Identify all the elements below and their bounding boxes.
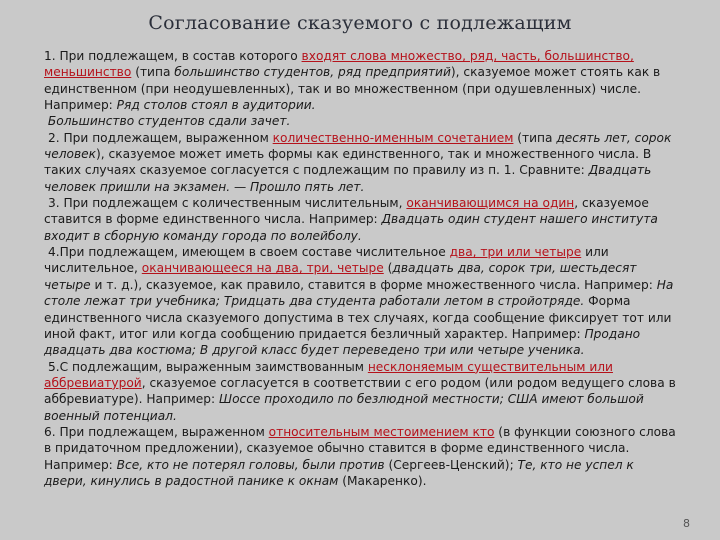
p4-example-1: На столе лежат три учебника; Тридцать два студента работали летом в стройотряде. [44, 277, 674, 309]
p6-text: 6. При подлежащем, выраженном [44, 424, 269, 439]
paragraph-3 [44, 195, 680, 244]
p3-example: Двадцать один студент нашего института входит в сборную команду города по волейболу. [44, 212, 658, 243]
p2-text-2: (типа [513, 130, 557, 145]
p5-text: 5.С подлежащим, выраженным заимствованным [48, 359, 368, 374]
p2-example: Двадцать человек пришли на экзамен. — Прошло пять лет. [44, 163, 652, 194]
p6-highlight: относительным местоимением кто [268, 424, 495, 439]
page-number: 8 [683, 517, 690, 530]
p2-highlight: количественно-именным сочетанием [272, 130, 514, 145]
p1-example-2: Большинство студентов сдали зачет. [47, 114, 291, 129]
p1-example-1: Ряд столов стоял в аудитории. [116, 98, 316, 113]
paragraph-1 [44, 48, 680, 130]
p5-example: Шоссе проходило по безлюдной местности; США имеют большой военный потенциал. [44, 392, 644, 423]
p2-text-3: ), сказуемое может иметь формы как единственного, так и множественного числа. В таких случаях сказуемое согласуется с подлежащим по правилу из п. 1. Сравните: [44, 147, 652, 178]
p4-text-4: и т. д.), сказуемое, как правило, ставится в форме множественного числа. Например: [90, 277, 657, 292]
p4-text: 4.При подлежащем, имеющем в своем составе числительное [48, 245, 450, 260]
p4-example-inline: двадцать два, сорок три, шестьдесят четыре [44, 261, 637, 292]
p5-text-2: , сказуемое согласуется в соответствии с его родом (или родом ведущего слова в аббревиатуре). Например: [44, 375, 676, 407]
p4-text-3: ( [383, 261, 393, 276]
p3-text-2: , сказуемое ставится в форме единственного числа. Например: [44, 196, 649, 227]
p4-example-2: Продано двадцать два костюма; В другой класс будет переведено три или четыре ученика. [44, 326, 641, 358]
p4-text-2: или числительное, [44, 245, 609, 276]
p6-text-2: (в функции союзного слова в придаточном предложении), сказуемое обычно ставится в форме единственного числа. Например: [44, 424, 676, 472]
p4-highlight: два, три или четыре [449, 245, 582, 260]
p2-example-inline: десять лет, сорок человек [44, 130, 672, 162]
paragraph-6 [44, 424, 680, 489]
p1-highlight: входят слова множество, ряд, часть, большинство, меньшинство [44, 49, 634, 80]
slide-body [44, 48, 680, 489]
p3-highlight: оканчивающимся на один [406, 196, 575, 211]
p3-text: 3. При подлежащем с количественным числительным, [48, 196, 407, 211]
paragraph-2 [44, 130, 680, 195]
p6-example-1: Все, кто не потерял головы, были против [116, 457, 385, 472]
p1-text: 1. При подлежащем, в состав которого [44, 49, 302, 63]
p4-highlight-2: оканчивающееся на два, три, четыре [141, 261, 384, 276]
p5-highlight: несклоняемым существительным или аббревиатурой [44, 359, 613, 390]
slide-title: Согласование сказуемого с подлежащим [148, 12, 572, 34]
p2-text: 2. При подлежащем, выраженном [48, 130, 273, 145]
p1-text-2: (типа [131, 65, 175, 80]
p6-text-4: (Макаренко). [338, 473, 427, 488]
p1-text-3: ), сказуемое может стоять как в единственном (при неодушевленных), так и во множественном (при одушевленных) числе. Например: [44, 65, 661, 113]
p6-example-2: Те, кто не успел к двери, кинулись в радостной панике к окнам [44, 457, 634, 488]
p1-example-inline: большинство студентов, ряд предприятий [174, 65, 451, 80]
p4-text-5: Форма единственного числа сказуемого допустима в тех случаях, когда сообщение фиксирует тот или иной факт, итог или когда сообщению придается безличный характер. Например: [44, 294, 672, 341]
paragraph-5 [44, 359, 680, 424]
p6-text-3: (Сергеев-Ценский); [384, 457, 518, 472]
paragraph-4 [44, 244, 680, 358]
